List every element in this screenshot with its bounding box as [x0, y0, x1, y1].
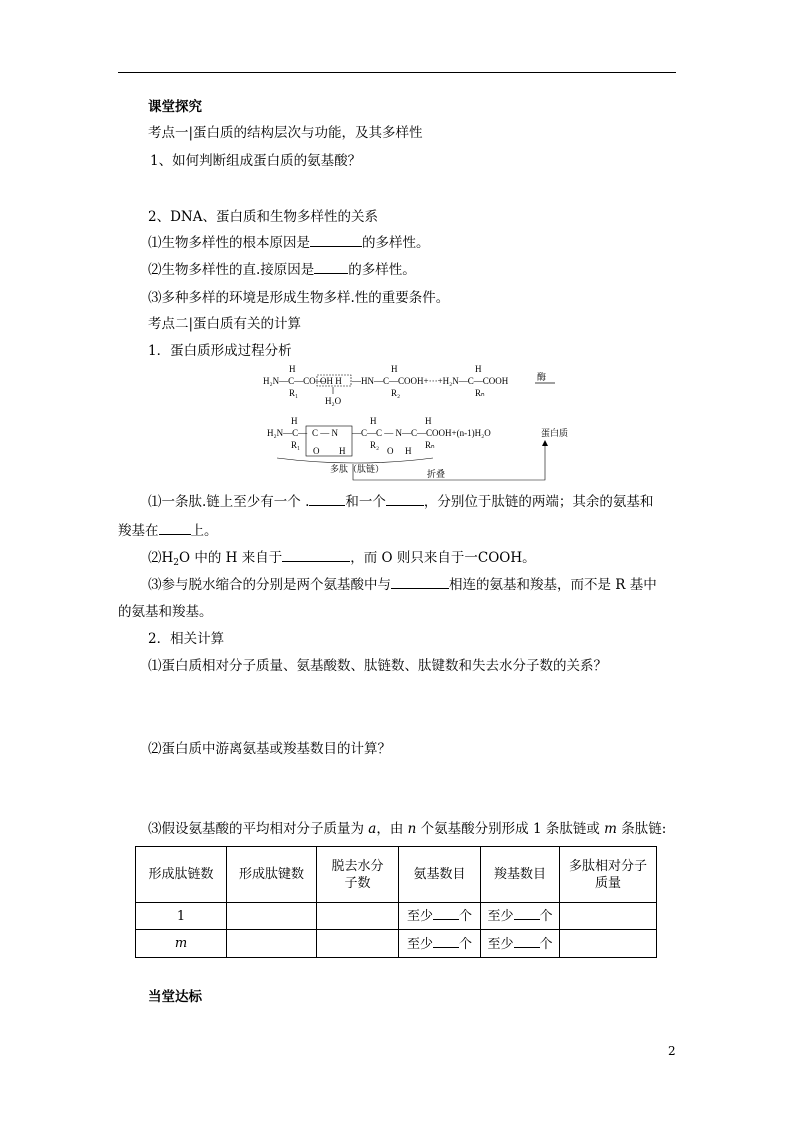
fill-blank[interactable] — [386, 493, 424, 506]
page-number: 2 — [668, 1044, 676, 1058]
header-amino-count: 氨基数目 — [399, 847, 481, 903]
carboxyl-cell[interactable]: 至少 个 — [481, 930, 560, 958]
header-chain-count: 形成肽链数 — [136, 847, 227, 903]
table-row — [136, 903, 657, 930]
fill-blank[interactable] — [391, 576, 449, 589]
blank-cell[interactable] — [317, 903, 399, 930]
svg-text:H: H — [475, 364, 482, 374]
topic-one-heading: 考点一|蛋白质的结构层次与功能，及其多样性 — [148, 125, 423, 141]
peptide-point-1-cont: 羧基在 上。 — [118, 523, 218, 539]
question-two-item-2: ⑵生物多样性的直.接原因是 的多样性。 — [148, 262, 416, 278]
svg-text:Rₙ: Rₙ — [425, 440, 435, 450]
peptide-point-2: $⑵H_2O$ 中的 H 来自于 ，而 O 则只来自于一COOH。 — [148, 550, 536, 568]
question-two-item-1: ⑴生物多样性的根本原因是 的多样性。 — [148, 235, 430, 251]
svg-text:O: O — [313, 446, 320, 456]
carboxyl-cell[interactable]: 至少 个 — [481, 903, 560, 930]
svg-text:—HN—C—COOH+···+H₂N—C—COOH: —HN—C—COOH+···+H₂N—C—COOH — [352, 376, 509, 386]
fill-blank[interactable] — [282, 549, 350, 562]
fill-blank[interactable] — [314, 261, 348, 274]
svg-text:H: H — [289, 364, 296, 374]
amino-cell[interactable]: 至少 个 — [399, 903, 481, 930]
fill-blank[interactable] — [310, 234, 362, 247]
fold-label: 折叠 — [427, 469, 446, 479]
protein-label: 蛋白质 — [541, 428, 569, 438]
fill-blank[interactable] — [159, 522, 191, 535]
blank-cell[interactable] — [227, 903, 317, 930]
svg-text:Rₙ: Rₙ — [475, 388, 485, 398]
subsection-related-calculation: 2．相关计算 — [148, 631, 225, 647]
peptide-point-3-cont: 的氨基和羧基。 — [118, 604, 213, 620]
amino-cell[interactable]: 至少 个 — [399, 930, 481, 958]
calc-question-3: ⑶假设氨基酸的平均相对分子质量为 a，由 n 个氨基酸分别形成 1 条肽链或 m 条肽链: — [148, 821, 667, 837]
peptide-point-1: ⑴一条肽.链上至少有一个 . 和一个 ，分别位于肽链的两端；其余的氨基和 — [148, 494, 654, 510]
water-label: H₂O — [325, 396, 342, 406]
blank-cell[interactable] — [317, 930, 399, 958]
header-carboxyl-count: 羧基数目 — [481, 847, 560, 903]
polypeptide-label: 多肽（肽链） — [330, 464, 385, 474]
svg-text:H: H — [405, 446, 412, 456]
svg-text:H₂N—C—CO—: H₂N—C—CO— — [263, 376, 325, 386]
question-two-item-3: ⑶多种多样的环境是形成生物多样.性的重要条件。 — [148, 290, 450, 306]
svg-text:R₁: R₁ — [289, 388, 299, 398]
row-label: 1 — [136, 903, 227, 930]
svg-text:H: H — [370, 416, 377, 426]
row-label: m — [136, 930, 227, 958]
svg-text:H: H — [339, 446, 346, 456]
topic-two-heading: 考点二|蛋白质有关的计算 — [148, 316, 302, 332]
svg-text:H: H — [425, 416, 432, 426]
dehydration-condensation-diagram — [255, 364, 575, 484]
header-rule — [118, 72, 676, 73]
peptide-point-3: ⑶参与脱水缩合的分别是两个氨基酸中与 相连的氨基和羧基，而不是 R 基中 — [148, 577, 657, 593]
svg-text:C — N: C — N — [312, 428, 339, 438]
section-title-class-inquiry: 课堂探究 — [148, 99, 202, 115]
header-water-count: 脱去水分 子数 — [317, 847, 399, 903]
svg-text:R₂: R₂ — [370, 440, 380, 450]
svg-text:O: O — [387, 446, 394, 456]
svg-text:R₁: R₁ — [291, 440, 301, 450]
subsection-formation-analysis: 1．蛋白质形成过程分析 — [148, 343, 292, 359]
svg-text:H₂N—C—: H₂N—C— — [267, 428, 308, 438]
question-one: 1、如何判断组成蛋白质的氨基酸？ — [150, 153, 362, 169]
svg-text:H: H — [291, 416, 298, 426]
table-header-row — [136, 847, 657, 903]
blank-cell[interactable] — [560, 903, 657, 930]
blank-cell[interactable] — [227, 930, 317, 958]
calc-question-2: ⑵蛋白质中游离氨基或羧基数目的计算？ — [148, 741, 391, 757]
calculation-table — [135, 846, 657, 958]
blank-cell[interactable] — [560, 930, 657, 958]
svg-text:R₂: R₂ — [391, 388, 401, 398]
header-bond-count: 形成肽键数 — [227, 847, 317, 903]
enzyme-label: 酶 — [537, 372, 547, 382]
section-title-practice: 当堂达标 — [148, 989, 202, 1005]
svg-text:H: H — [391, 364, 398, 374]
question-two-title: 2、DNA、蛋白质和生物多样性的关系 — [148, 209, 378, 225]
table-row — [136, 930, 657, 958]
oh-h-label: OH H — [320, 376, 342, 386]
svg-text:—C—C — N—C—COOH+(n-1)H₂O: —C—C — N—C—COOH+(n-1)H₂O — [352, 428, 491, 438]
header-mass: 多肽相对分子 质量 — [560, 847, 657, 903]
fill-blank[interactable] — [309, 493, 345, 506]
calc-question-1: ⑴蛋白质相对分子质量、氨基酸数、肽链数、肽键数和失去水分子数的关系？ — [148, 658, 607, 674]
